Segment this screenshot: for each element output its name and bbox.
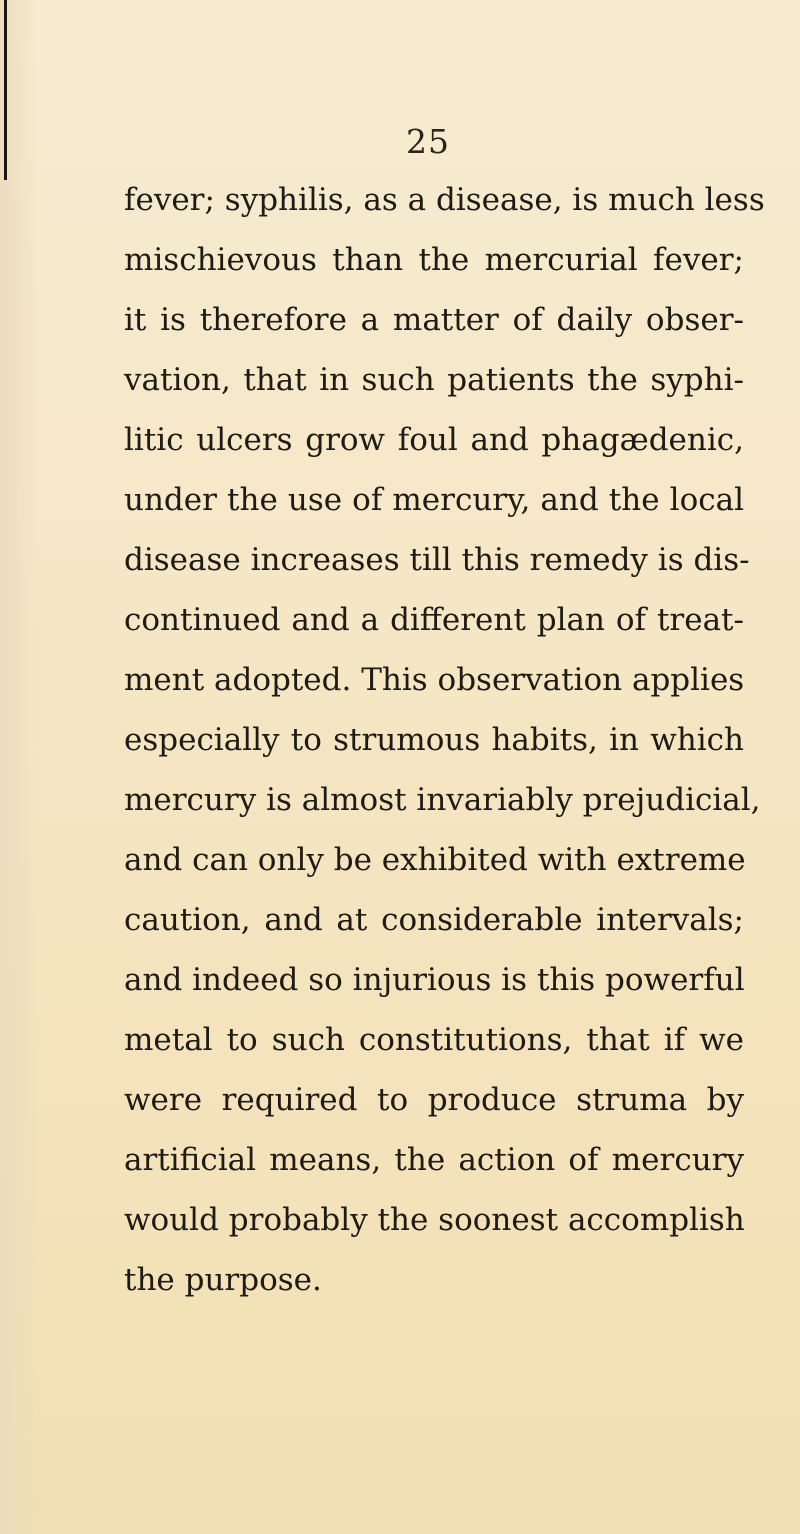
text-line: vation, that in such patients the syphi-: [124, 362, 744, 398]
margin-rule: [4, 0, 7, 180]
body-text: [124, 170, 765, 1310]
text-line: mischievous than the mercurial fever;: [124, 242, 744, 278]
binding-edge: [0, 0, 40, 1534]
text-line: the purpose.: [124, 1262, 322, 1298]
text-line: mercury is almost invariably prejudicial,: [124, 782, 761, 818]
text-line: would probably the soonest accomplish: [124, 1202, 745, 1238]
text-line: and can only be exhibited with extreme: [124, 842, 746, 878]
text-line: ment adopted. This observation applies: [124, 662, 745, 698]
text-line: under the use of mercury, and the local: [124, 482, 744, 518]
text-line: litic ulcers grow foul and phagædenic,: [124, 422, 744, 458]
text-line: metal to such constitutions, that if we: [124, 1022, 744, 1058]
text-line: artificial means, the action of mercury: [124, 1142, 744, 1178]
text-line: caution, and at considerable intervals;: [124, 902, 744, 938]
text-line: and indeed so injurious is this powerful: [124, 962, 745, 998]
page-number: 25: [406, 122, 450, 161]
text-line: it is therefore a matter of daily obser-: [124, 302, 744, 338]
text-line: especially to strumous habits, in which: [124, 722, 744, 758]
text-line: were required to produce struma by: [124, 1082, 744, 1118]
text-line: continued and a different plan of treat-: [124, 602, 744, 638]
text-line: fever; syphilis, as a disease, is much less: [124, 182, 765, 218]
text-line: disease increases till this remedy is dis-: [124, 542, 750, 578]
